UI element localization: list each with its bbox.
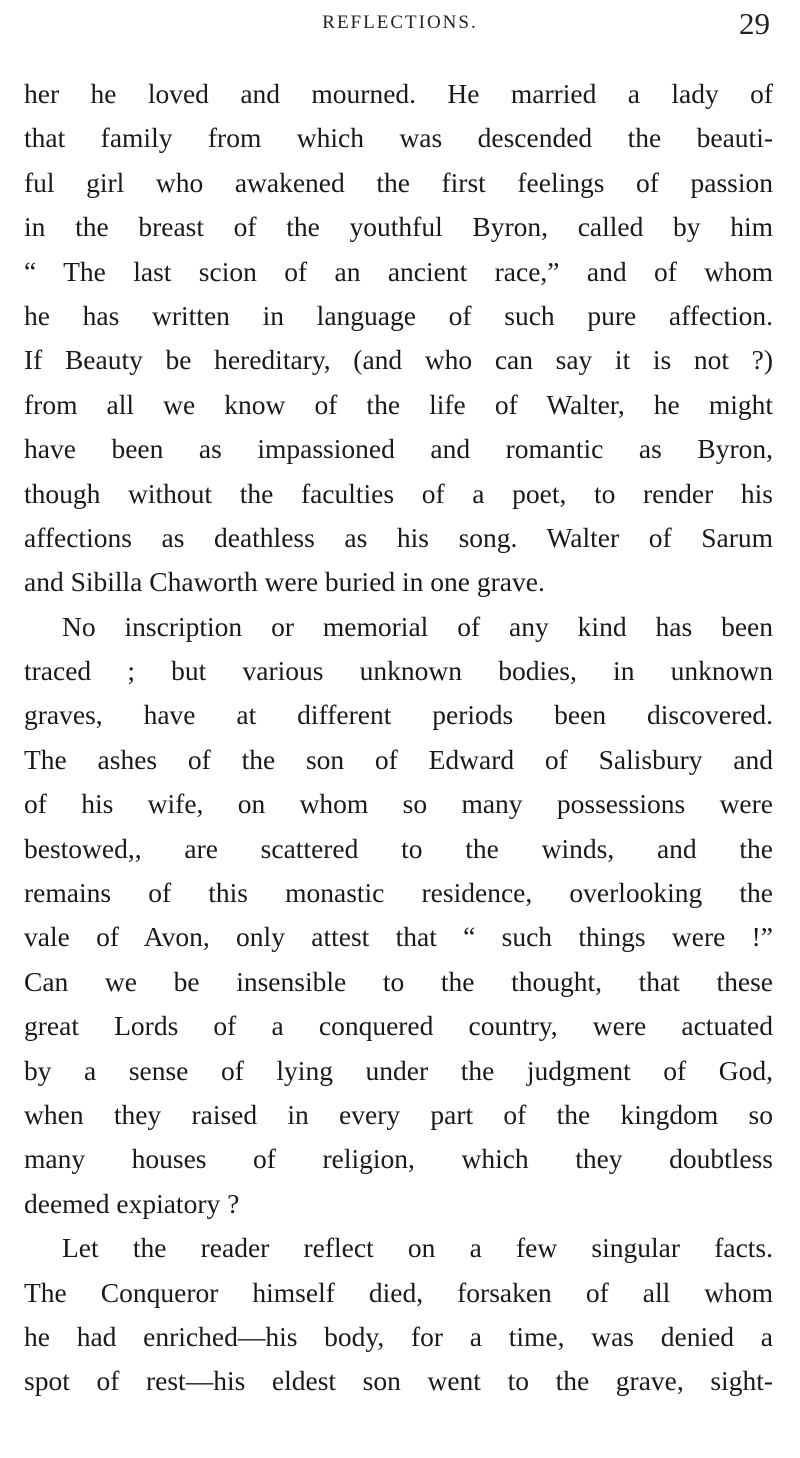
text-line: in the breast of the youthful Byron, called by him [24, 211, 773, 243]
text-line: by a sense of lying under the judgment of God, [24, 1054, 773, 1086]
text-line: affections as deathless as his song. Walter of Sarum [24, 521, 773, 553]
text-line: traced ; but various unknown bodies, in unknown [24, 655, 773, 687]
text-line: spot of rest—his eldest son went to the grave, sight- [24, 1365, 773, 1397]
text-line: though without the faculties of a poet, to render his [24, 477, 773, 509]
text-line: If Beauty be hereditary, (and who can say it is not ?) [24, 344, 773, 376]
text-line: when they raised in every part of the kingdom so [24, 1098, 773, 1130]
text-line: bestowed,, are scattered to the winds, and the [24, 832, 773, 864]
text-line: The Conqueror himself died, forsaken of all whom [24, 1276, 773, 1308]
paragraph-start-line: No inscription or memorial of any kind has been [62, 610, 773, 642]
text-line: many houses of religion, which they doubtless [24, 1143, 773, 1175]
text-line: “ The last scion of an ancient race,” and of whom [24, 255, 773, 287]
text-line: graves, have at different periods been discovered. [24, 699, 773, 731]
text-line: have been as impassioned and romantic as Byron, [24, 433, 773, 465]
text-line: he had enriched—his body, for a time, was denied a [24, 1320, 773, 1352]
running-title: REFLECTIONS. [322, 12, 478, 33]
text-line: The ashes of the son of Edward of Salisbury and [24, 743, 773, 775]
paragraph-end-line: and Sibilla Chaworth were buried in one grave. [24, 566, 545, 598]
text-line: vale of Avon, only attest that “ such things were !” [24, 921, 773, 953]
text-line: great Lords of a conquered country, were actuated [24, 1010, 773, 1042]
page-header [0, 6, 800, 46]
page-number: 29 [739, 6, 770, 41]
text-line: her he loved and mourned. He married a lady of [24, 78, 773, 109]
text-line: Can we be insensible to the thought, that these [24, 965, 773, 997]
text-line: ful girl who awakened the first feelings of passion [24, 166, 773, 198]
body-text [24, 72, 773, 1404]
text-line: of his wife, on whom so many possessions were [24, 788, 773, 820]
paragraph-start-line: Let the reader reflect on a few singular facts. [62, 1232, 773, 1264]
text-line: he has written in language of such pure affection. [24, 299, 773, 331]
text-line: that family from which was descended the beauti- [24, 122, 773, 154]
paragraph-end-line: deemed expiatory ? [24, 1187, 240, 1219]
text-line: from all we know of the life of Walter, he might [24, 388, 773, 420]
text-line: remains of this monastic residence, overlooking the [24, 877, 773, 909]
